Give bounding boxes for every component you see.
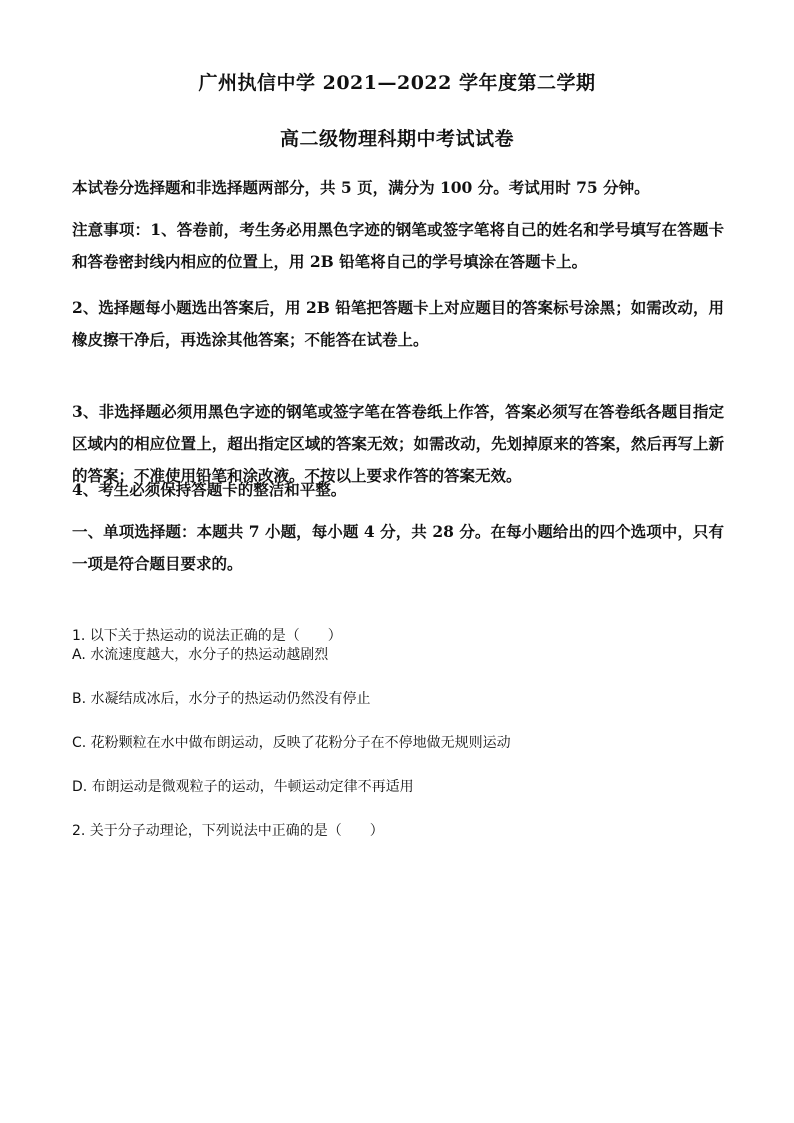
exam-intro: 本试卷分选择题和非选择题两部分，共 5 页，满分为 100 分。考试用时 75 分钟。	[72, 178, 650, 197]
question-1-option-a: A. 水流速度越大，水分子的热运动越剧烈	[72, 647, 329, 663]
question-1-option-c: C. 花粉颗粒在水中做布朗运动，反映了花粉分子在不停地做无规则运动	[72, 735, 511, 751]
question-1-stem: 1. 以下关于热运动的说法正确的是（ ）	[72, 628, 342, 644]
exam-subtitle: 高二级物理科期中考试试卷	[279, 128, 514, 150]
question-2-stem: 2. 关于分子动理论，下列说法中正确的是（ ）	[72, 823, 384, 839]
notice-item-3: 3、非选择题必须用黑色字迹的钢笔或签字笔在答卷纸上作答，答案必须写在答卷纸各题目指定区域内的相应位置上，超出指定区域的答案无效；如需改动，先划掉原来的答案，然后再写上新的答案；不准使用铅笔和涂改液。不按以上要求作答的答案无效。	[72, 402, 724, 485]
exam-title: 广州执信中学 2021—2022 学年度第二学期	[198, 72, 596, 94]
notice-item-4: 4、考生必须保持答题卡的整洁和平整。	[72, 480, 347, 499]
question-1-option-d: D. 布朗运动是微观粒子的运动，牛顿运动定律不再适用	[72, 779, 414, 795]
section-heading: 一、单项选择题：本题共 7 小题，每小题 4 分，共 28 分。在每小题给出的四个选项中，只有一项是符合题目要求的。	[72, 522, 724, 573]
notice-item-1: 注意事项：1、答卷前，考生务必用黑色字迹的钢笔或签字笔将自己的姓名和学号填写在答题卡和答卷密封线内相应的位置上，用 2B 铅笔将自己的学号填涂在答题卡上。	[72, 220, 724, 271]
notice-item-2: 2、选择题每小题选出答案后，用 2B 铅笔把答题卡上对应题目的答案标号涂黑；如需改动，用橡皮擦干净后，再选涂其他答案；不能答在试卷上。	[72, 298, 724, 349]
question-1-option-b: B. 水凝结成冰后，水分子的热运动仍然没有停止	[72, 691, 371, 707]
